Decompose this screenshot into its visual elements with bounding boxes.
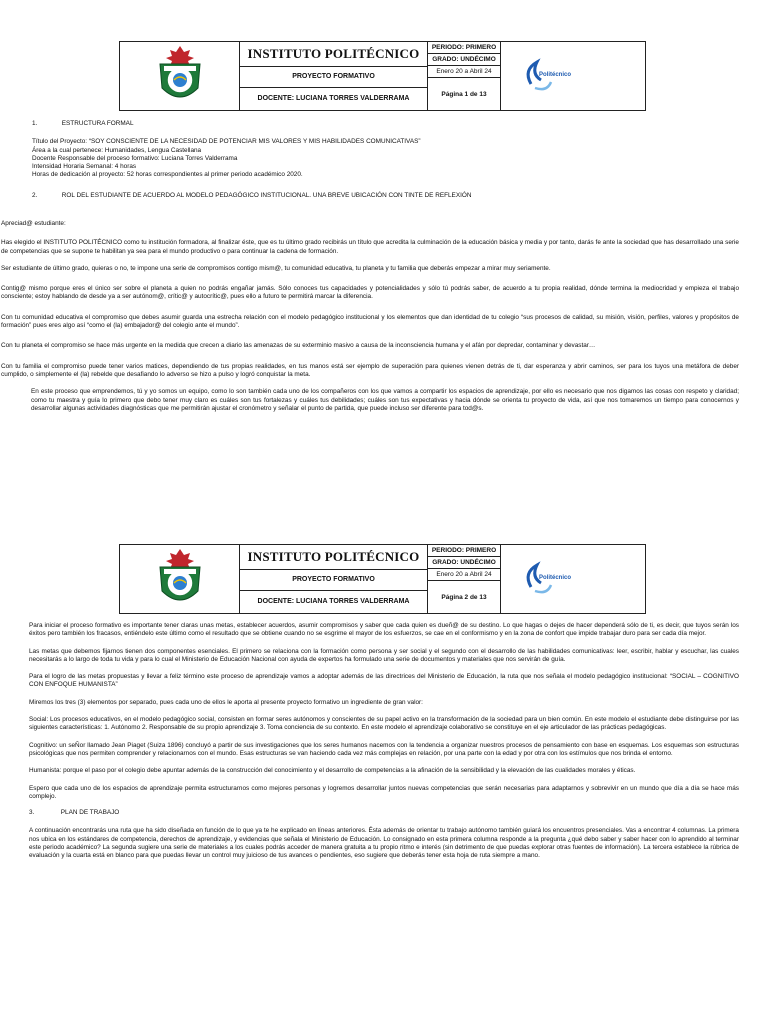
project-label: PROYECTO FORMATIVO — [240, 570, 427, 590]
crest-icon — [120, 42, 239, 110]
page2-header — [119, 544, 646, 614]
paragraph: A continuación encontrarás una ruta que ha sido diseñada en función de lo que ya te he explicado en líneas anteriores. Ésta además de orientar tu trabajo autónomo también guiará los encuentros presenciales. Vas a encontrar 4 columnas. La primera nos ubica en los estándares de competencia, derechos de aprendizaje, y evidencias que señala el Ministerio de Educación. Lo consignado en esta primera columna responde a la pregunta ¿qué debo saber y saber hacer con lo aprendido al terminar este periodo académico? La segunda sugiere una serie de materiales a los cuales podrás acceder de manera gratuita a tu propio ritmo e interés (sin detrimento de que puedas explorar otras fuentes de información). La tercera establece la rúbrica de evaluación y la cuarta está en blanco para que puedas llevar un control muy juicioso de tus avances o pendientes, eso sugiere que deberás tener esta hoja de ruta siempre a mano. — [29, 827, 739, 860]
paragraph: Para el logro de las metas propuestas y llevar a feliz término este proceso de aprendizaje vamos a adoptar además de las directrices del Ministerio de Educación, la ruta que nos señala el modelo pedagógico institucional: “SOCIAL – COGNITIVO CON ENFOQUE HUMANISTA” — [29, 673, 739, 689]
paragraph: Para iniciar el proceso formativo es importante tener claras unas metas, establecer acuerdos, asumir compromisos y saber que cada quien es dueñ@ de su destino. Lo que hagas o dejes de hacer dependerá sólo de ti, es decir, que tuyos serán los éxitos pero también los fracasos, entiéndelo este último como el resultado que se obtiene cuando no se esgrime el mayor de los esfuerzos, se cae en el conformismo y en la zona de confort que impide trabajar duro para ser cada día mejor. — [29, 622, 739, 638]
institution-title: INSTITUTO POLITÉCNICO — [240, 545, 427, 570]
paragraph: Con tu planeta el compromiso se hace más urgente en la medida que crecen a diario las amenazas de su exterminio masivo a causa de la inconsciencia humana y el afán por depredar, contaminar y devastar… — [1, 342, 596, 350]
page-number: Página 2 de 13 — [441, 593, 487, 601]
section1-number: 1. — [32, 120, 38, 127]
paragraph: Ser estudiante de último grado, quieras o no, te impone una serie de compromisos contigo mism@, tu comunidad educativa, tu planeta y tu familia que deberás empezar a mirar muy seriamente. — [1, 264, 551, 272]
page-number: Página 1 de 13 — [441, 90, 487, 98]
paragraph: Social: Los procesos educativos, en el modelo pedagógico social, consisten en formar seres autónomos y conscientes de su papel activo en la transformación de la sociedad para un bien común. En este modelo el estudiante debe distinguirse por las siguientes características: 1. Autónomo 2. Responsable de su propio aprendizaje 3. Toma conciencia de su contexto. En este modelo el aprendizaje colaborativo se constituye en el eje articulador de las prácticas pedagógicas. — [29, 716, 739, 732]
dates-label: Enero 20 a Abril 24 — [428, 66, 500, 78]
paragraph: Miremos los tres (3) elementos por separado, pues cada uno de ellos le aporta al presente proyecto formativo un ingrediente de gran valor: — [29, 698, 423, 706]
section2-title: ROL DEL ESTUDIANTE DE ACUERDO AL MODELO PEDAGÓGICO INSTITUCIONAL. UNA BREVE UBICACIÓN CON TINTE DE REFLEXIÓN — [61, 191, 472, 199]
paragraph: Contig@ mismo porque eres el único ser sobre el planeta a quien no podrás engañar jamás. Sólo conoces tus capacidades y potencialidades y sólo tú podrás saber, de acuerdo a tu propia realidad, dónde termina la mediocridad y empieza el trabajo consciente; estoy hablando de desde ya a ser autónom@, crític@ y autocrític@, pues ello a futuro te permitirá marcar la diferencia. — [1, 285, 739, 301]
grade-label: GRADO: UNDÉCIMO — [428, 54, 500, 66]
crest-icon — [120, 545, 239, 613]
period-label: PERIODO: PRIMERO — [428, 545, 500, 557]
paragraph: Humanista: porque el paso por el colegio debe apuntar además de la construcción del conocimiento y el desarrollo de competencias a la afinación de la sensibilidad y la elevación de las cualidades morales y éticas. — [29, 767, 636, 775]
section2-heading — [32, 192, 732, 200]
project-info-line: Docente Responsable del proceso formativo: Luciana Torres Valderrama — [32, 154, 238, 162]
page2-body — [29, 622, 739, 870]
politecnico-logo — [501, 42, 645, 110]
section1-title: ESTRUCTURA FORMAL — [61, 120, 134, 127]
paragraph: Espero que cada uno de los espacios de aprendizaje permita estructurarnos como mejores personas y logremos desarrollar juntos nuevas competencias que serán necesarias para adaptarnos y sobrevivir en un mundo que día a día se hace más complejo. — [29, 784, 739, 800]
school-crest-logo — [120, 42, 240, 110]
grade-label: GRADO: UNDÉCIMO — [428, 557, 500, 569]
project-info-line: Título del Proyecto: “SOY CONSCIENTE DE LA NECESIDAD DE POTENCIAR MIS VALORES Y MIS HABILIDADES COMUNICATIVAS” — [32, 138, 421, 146]
politecnico-logo — [501, 545, 645, 613]
institution-title: INSTITUTO POLITÉCNICO — [240, 42, 427, 67]
paragraph: Has elegido el INSTITUTO POLITÉCNICO como tu institución formadora, al finalizar éste, que es tu último grado recibirás un título que acredita la culminación de la educación básica y media y por tanto, darás fe ante la sociedad que has desarrollado una serie de competencias que se supone te habilitan ya sea para el mundo productivo o para continuar la cadena de formación. — [1, 239, 739, 255]
section3-title: PLAN DE TRABAJO — [60, 809, 120, 817]
teacher-label: DOCENTE: LUCIANA TORRES VALDERRAMA — [257, 598, 410, 606]
section3-heading — [29, 809, 739, 817]
section2-number: 2. — [32, 191, 38, 199]
paragraph: Con tu comunidad educativa el compromiso que debes asumir guarda una estrecha relación con el modelo pedagógico institucional y los elementos que dan identidad de tu colegio “sus procesos de calidad, su misión, visión, perfiles, valores y propósitos de formación” pues eres algo así “como el (la) embajador@ del colegio ante el mundo”. — [1, 313, 739, 330]
school-crest-logo — [120, 545, 240, 613]
project-label: PROYECTO FORMATIVO — [240, 67, 427, 87]
section1-heading — [32, 120, 732, 128]
paragraph: Las metas que debemos fijarnos tienen dos componentes esenciales. El primero se relaciona con la formación como persona y ser social y el segundo con el desarrollo de las habilidades comunicativas: leer, escribir, hablar y escuchar, las cuales necesitarás a lo largo de toda tu vida y para lo cual el Ministerio de Educación Nacional con ayuda de expertos ha formulado una serie de documentos y materiales que nos servirán de guía. — [29, 647, 739, 663]
page1-body — [1, 220, 739, 422]
dates-label: Enero 20 a Abril 24 — [428, 569, 500, 581]
teacher-label: DOCENTE: LUCIANA TORRES VALDERRAMA — [257, 95, 410, 103]
logo-text: Politécnico — [539, 72, 572, 78]
paragraph: En este proceso que emprendemos, tú y yo somos un equipo, como lo son también cada uno de los compañeros con los que vamos a compartir los espacios de aprendizaje, por ello es necesario que nos digamos las cosas con respeto y claridad; como tu maestra y guía lo primero que debo tener muy claro es cuáles son tus fortalezas y cuáles tus debilidades; cuáles son tus expectativas y hacia dónde se orienta tu proyecto de vida, así que nos tomaremos un tiempo para conocernos y desarrollar algunas actividades diagnósticas que me permitirán ajustar el cronómetro y señalar el punto de partida, que puede incluso ser diferente para tod@s. — [31, 388, 739, 412]
paragraph: Cognitivo: un seÑor llamado Jean Piaget (Suiza 1896) concluyó a partir de sus investigaciones que los seres humanos nacemos con la tendencia a organizar nuestros procesos de pensamiento con base en esquemas. Los esquemas son estructuras psicológicas que nos permiten comprender y relacionarnos con el mundo. Esas estructuras se van haciendo cada vez más complejas en relación, por una parte con la edad y por otra con los estímulos que nos brinda el entorno. — [29, 741, 739, 757]
section3-number: 3. — [29, 809, 35, 817]
paragraph: Con tu familia el compromiso puede tener varios matices, dependiendo de tus propias realidades, en tus manos está ser ejemplo de superación para quienes vienen detrás de ti, dar esperanza y abrir caminos, ser para los tuyos una metáfora de deber cumplido, o simplemente el (la) rebelde que desafiando lo adverso se hizo a pulso y logró conquistar la meta. — [1, 362, 739, 378]
project-info-line: Intensidad Horaria Semanal: 4 horas — [32, 163, 137, 171]
logo-text: Politécnico — [539, 575, 572, 581]
page1-section1 — [32, 120, 732, 210]
page1-header — [119, 41, 646, 111]
project-info-line: Horas de dedicación al proyecto: 52 horas correspondientes al primer periodo académico 2020. — [32, 171, 303, 179]
project-info-line: Área a la cual pertenece: Humanidades, Lengua Castellana — [32, 146, 202, 154]
greeting: Apreciad@ estudiante: — [1, 220, 66, 227]
period-label: PERIODO: PRIMERO — [428, 42, 500, 54]
